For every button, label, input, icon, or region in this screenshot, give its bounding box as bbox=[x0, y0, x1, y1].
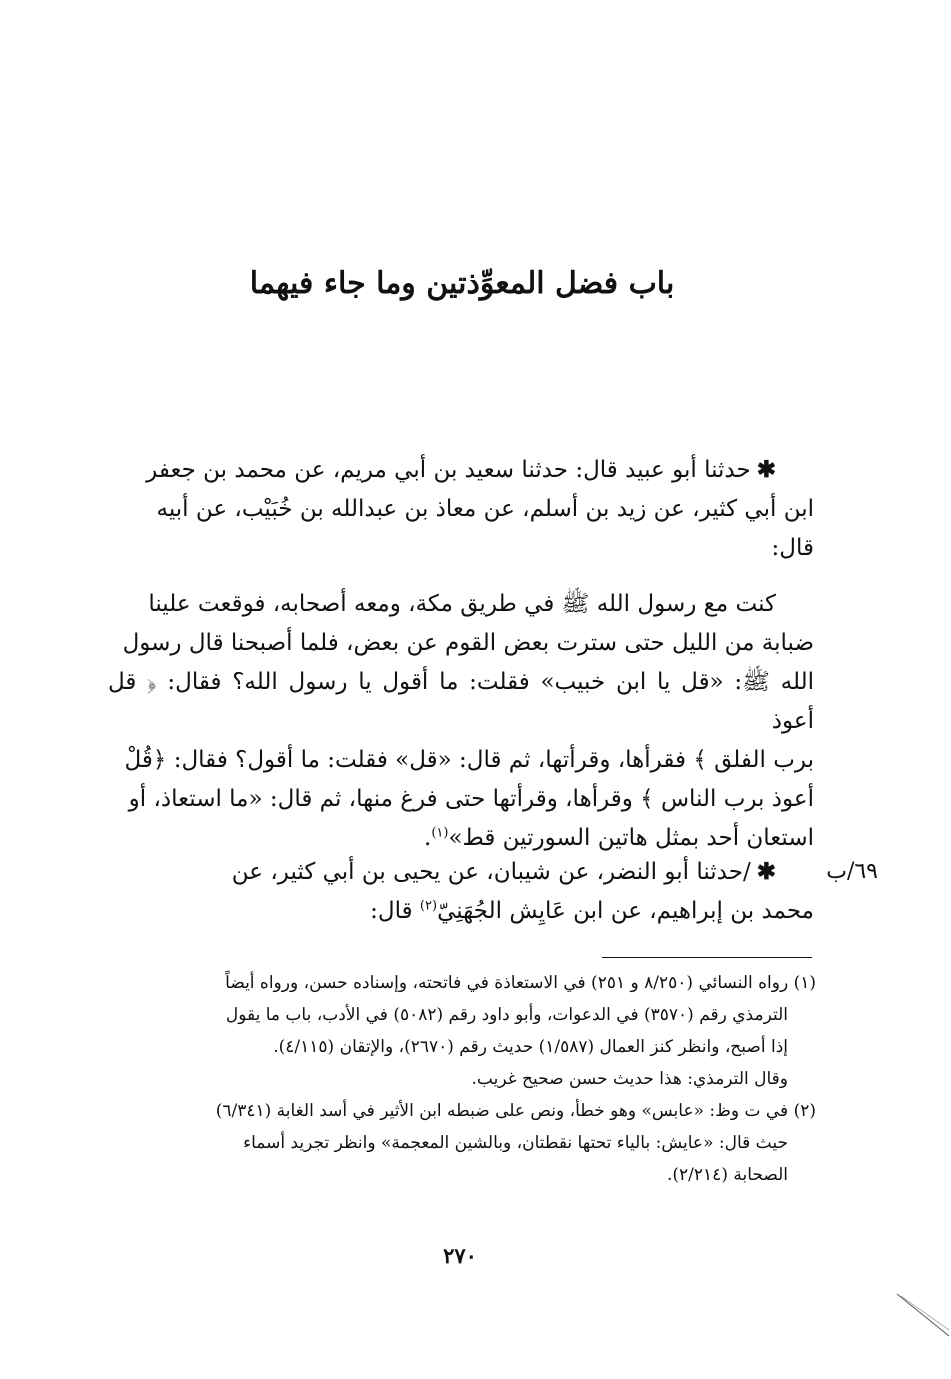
text-line bbox=[108, 852, 814, 892]
footnote-reference-2[interactable]: (٢) bbox=[419, 898, 438, 914]
sentence-end: . bbox=[424, 825, 432, 851]
footnote-line: الترمذي رقم (٣٥٧٠) في الدعوات، وأبو داود رقم (٥٠٨٢) في الأدب، باب ما يقول bbox=[225, 1005, 788, 1025]
text-line bbox=[108, 892, 814, 931]
hadith-2-isnad bbox=[108, 852, 814, 931]
text-line: برب الفلق ﴾ فقرأها، وقرأتها، ثم قال: «قل» فقلت: ما أقول؟ فقال: ﴿قُلْ bbox=[124, 747, 814, 773]
star-marker: ✱ bbox=[756, 858, 776, 885]
text-line-content: /حدثنا أبو النضر، عن شيبان، عن يحيى بن أبي كثير، عن bbox=[231, 859, 751, 885]
footnote-line: (١) رواه النسائي (٨/٢٥٠ و ٢٥١) في الاستعاذة في فاتحته، وإسناده حسن، ورواه أيضاً bbox=[225, 973, 816, 993]
text-line: ضبابة من الليل حتى سترت بعض القوم عن بعض، فلما أصبحنا قال رسول bbox=[122, 630, 814, 656]
text-line: قال: bbox=[771, 535, 814, 561]
footnote-line: حيث قال: «عايش: بالياء تحتها نقطتان، وبالشين المعجمة» وانظر تجريد أسماء bbox=[243, 1133, 788, 1153]
footnote-2 bbox=[108, 1095, 816, 1191]
hadith-1-matn bbox=[108, 585, 814, 858]
footnotes-section bbox=[108, 967, 816, 1191]
text-line-content: استعان أحد بمثل هاتين السورتين قط» bbox=[448, 825, 814, 851]
text-line-content: حدثنا أبو عبيد قال: حدثنا سعيد بن أبي مريم، عن محمد بن جعفر bbox=[146, 457, 751, 483]
footnote-separator bbox=[602, 957, 812, 958]
text-line-content: قال: bbox=[370, 898, 420, 924]
text-line: الله ﷺ: «قل يا ابن خبيب» فقلت: ما أقول يا رسول الله؟ فقال: ﴿ قل أعوذ bbox=[108, 669, 814, 734]
footnote-line: الصحابة (٢/٢١٤). bbox=[667, 1165, 788, 1185]
footnote-reference-1[interactable]: (١) bbox=[431, 825, 449, 841]
margin-folio-note: ٦٩/ب bbox=[826, 859, 878, 884]
star-marker: ✱ bbox=[756, 456, 776, 483]
text-line-content: محمد بن إبراهيم، عن ابن عَايِش الجُهَنِيّ bbox=[437, 898, 814, 924]
footnote-line: (٢) في ت وظ: «عابس» وهو خطأ، ونص على ضبطه ابن الأثير في أسد الغابة (٦/٣٤١) bbox=[215, 1101, 816, 1121]
page-number: ٢٧٠ bbox=[443, 1243, 477, 1268]
chapter-title: باب فضل المعوِّذتين وما جاء فيهما bbox=[249, 266, 675, 301]
scan-edge-mark bbox=[895, 1290, 951, 1340]
text-line: أعوذ برب الناس ﴾ وقرأها، وقرأتها حتى فرغ منها، ثم قال: «ما استعاذ، أو bbox=[128, 786, 814, 812]
text-line bbox=[108, 450, 814, 490]
text-line: ابن أبي كثير، عن زيد بن أسلم، عن معاذ بن عبدالله بن خُبَيْب، عن أبيه bbox=[156, 496, 814, 522]
text-line: كنت مع رسول الله ﷺ في طريق مكة، ومعه أصحابه، فوقعت علينا bbox=[148, 591, 776, 617]
footnote-line: وقال الترمذي: هذا حديث حسن صحيح غريب. bbox=[471, 1069, 788, 1089]
footnote-1 bbox=[108, 967, 816, 1095]
hadith-1-isnad bbox=[108, 450, 814, 568]
footnote-line: إذا أصبح، وانظر كنز العمال (١/٥٨٧) حديث رقم (٢٦٧٠)، والإتقان (٤/١١٥). bbox=[273, 1037, 788, 1057]
